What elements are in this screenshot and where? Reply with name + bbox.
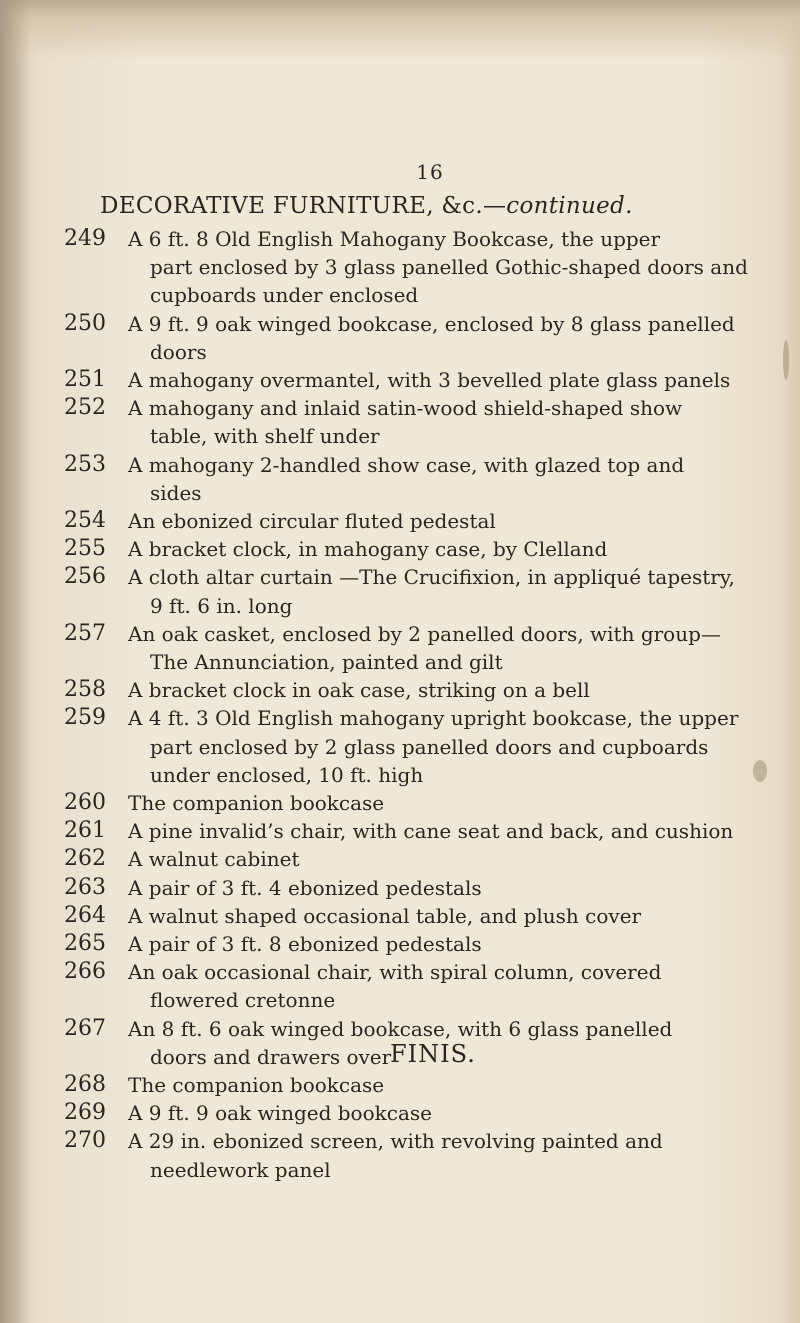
lot-description: [128, 789, 713, 817]
lot-description: [128, 1127, 713, 1183]
lot-description-line: A mahogany overmantel, with 3 bevelled plate glass panels: [128, 368, 731, 392]
lot-number: 249: [64, 226, 106, 251]
lot-description: [128, 704, 739, 789]
lot-number: 259: [64, 705, 106, 731]
lot-description: [128, 366, 731, 394]
lot-description-line: A walnut cabinet: [128, 847, 300, 872]
lot-number: 265: [64, 931, 106, 956]
lot-description-line: table, with shelf under: [150, 424, 380, 449]
lot-description-line: flowered cretonne: [150, 988, 336, 1013]
lot-description-line: A 6 ft. 8 Old English Mahogany Bookcase, the upper: [128, 227, 661, 251]
lot-description: [128, 1099, 713, 1127]
lot-number: 257: [64, 620, 106, 646]
lot-number: 258: [64, 677, 106, 703]
lot-description: [128, 958, 713, 1014]
lot-description-line: A bracket clock in oak case, striking on a bell: [128, 678, 590, 703]
lot-description: [128, 310, 735, 366]
lot-number: 269: [64, 1100, 106, 1126]
page-gutter-shadow: [0, 0, 30, 1323]
ink-stain: [753, 760, 767, 782]
lot-description-line: A cloth altar curtain —The Crucifixion, in appliqué tapestry,: [128, 565, 735, 590]
lot-number: 255: [64, 536, 106, 562]
lot-description-line: doors: [150, 339, 207, 364]
lot-number: 268: [64, 1072, 106, 1097]
lot-description: [128, 225, 748, 310]
lot-description: [128, 1071, 713, 1099]
section-title: DECORATIVE FURNITURE, &c.—: [100, 193, 507, 219]
lot-number: 262: [64, 846, 106, 872]
lot-description-line: An 8 ft. 6 oak winged bookcase, with 6 glass panelled: [128, 1016, 673, 1041]
lot-description-line: A 4 ft. 3 Old English mahogany upright bookcase, the upper: [128, 706, 739, 731]
lot-number: 256: [64, 564, 106, 590]
lot-number: 252: [64, 395, 106, 421]
lot-description: [128, 563, 735, 619]
lot-description: [128, 676, 713, 704]
finis: FINIS.: [390, 1040, 476, 1068]
lot-description-line: A 9 ft. 9 oak winged bookcase, enclosed by 8 glass panelled: [128, 311, 735, 336]
lot-description-line: A mahogany and inlaid satin-wood shield-shaped show: [128, 396, 683, 421]
lot-description: [128, 394, 713, 450]
lot-description-line: part enclosed by 3 glass panelled Gothic-shaped doors and: [150, 255, 748, 280]
lot-number: 253: [64, 451, 106, 477]
lot-description: [128, 845, 713, 873]
lot-description-line: The companion bookcase: [128, 1073, 385, 1097]
section-header: [100, 193, 700, 219]
lot-description: [128, 620, 721, 676]
lot-description-line: An oak casket, enclosed by 2 panelled doors, with group—: [128, 621, 721, 646]
lot-description-line: A pair of 3 ft. 4 ebonized pedestals: [128, 875, 482, 900]
lot-number: 260: [64, 790, 106, 815]
lot-description-line: The Annunciation, painted and gilt: [150, 650, 503, 674]
lot-description-line: A pair of 3 ft. 8 ebonized pedestals: [128, 932, 482, 956]
page-top-edge: [0, 0, 800, 60]
ink-stain: [783, 340, 789, 380]
lot-description-line: A 29 in. ebonized screen, with revolving painted and: [128, 1129, 663, 1154]
lot-description-line: cupboards under enclosed: [150, 283, 419, 308]
lot-number: 251: [64, 367, 106, 392]
lot-description: [128, 902, 713, 930]
section-continued: continued.: [506, 193, 633, 219]
lot-number: 267: [64, 1015, 106, 1041]
lot-description-line: A bracket clock, in mahogany case, by Clelland: [128, 537, 608, 562]
lot-description: [128, 874, 713, 902]
lot-description-line: sides: [150, 480, 202, 505]
lot-number: 264: [64, 902, 106, 928]
lot-description-line: under enclosed, 10 ft. high: [150, 762, 424, 787]
lot-description: [128, 930, 713, 958]
lot-description: [128, 817, 734, 845]
lot-number: 263: [64, 874, 106, 900]
lot-description-line: 9 ft. 6 in. long: [150, 593, 293, 618]
lot-description-line: A 9 ft. 9 oak winged bookcase: [128, 1101, 432, 1126]
lot-description-line: An ebonized circular fluted pedestal: [128, 509, 496, 533]
lot-number: 270: [64, 1128, 106, 1154]
lot-description-line: A walnut shaped occasional table, and plush cover: [128, 903, 642, 928]
lot-number: 254: [64, 508, 106, 533]
lot-description-line: A mahogany 2-handled show case, with glazed top and: [128, 452, 685, 477]
lot-description-line: A pine invalid’s chair, with cane seat and back, and cushion: [128, 819, 734, 844]
lot-description-line: doors and drawers over: [150, 1044, 392, 1069]
lot-description: [128, 535, 713, 563]
page-number: 16: [416, 160, 444, 184]
lot-description-line: An oak occasional chair, with spiral column, covered: [128, 960, 662, 985]
lot-description-line: The companion bookcase: [128, 791, 385, 815]
lot-number: 250: [64, 310, 106, 336]
lot-number: 261: [64, 818, 106, 844]
lot-description: [128, 451, 713, 507]
lot-description-line: needlework panel: [150, 1157, 331, 1182]
lot-description-line: part enclosed by 2 glass panelled doors and cupboards: [150, 734, 709, 759]
lot-number: 266: [64, 959, 106, 985]
lot-description: [128, 507, 713, 535]
